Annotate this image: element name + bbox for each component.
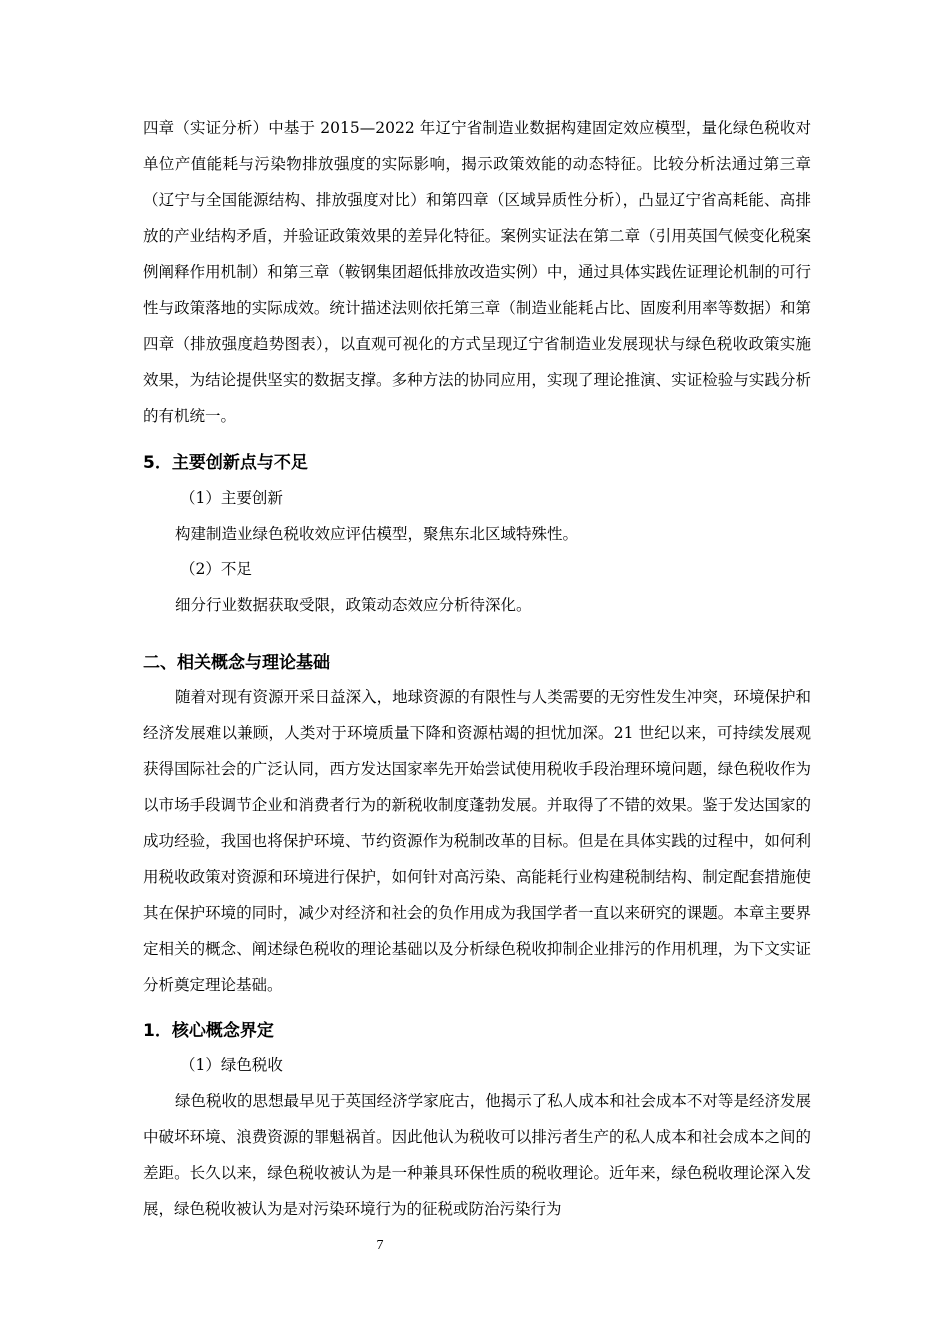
page-number: 7 bbox=[376, 1238, 384, 1253]
section-heading-core-concepts: 1．核心概念界定 bbox=[143, 1021, 274, 1041]
subheading-green-tax: （1）绿色税收 bbox=[180, 1056, 283, 1074]
paragraph-research-methods: 四章（实证分析）中基于 2015—2022 年辽宁省制造业数据构建固定效应模型，量化绿色税收对单位产值能耗与污染物排放强度的实际影响，揭示政策效能的动态特征。比较分析法通过第三章（辽宁与全国能源结构、排放强度对比）和第四章（区域异质性分析），凸显辽宁省高耗能、高排放的产业结构矛盾，并验证政策效果的差异化特征。案例实证法在第二章（引用英国气候变化税案例阐释作用机制）和第三章（鞍钢集团超低排放改造实例）中，通过具体实践佐证理论机制的可行性与政策落地的实际成效。统计描述法则依托第三章（制造业能耗占比、固废利用率等数据）和第四章（排放强度趋势图表），以直观可视化的方式呈现辽宁省制造业发展现状与绿色税收政策实施效果，为结论提供坚实的数据支撑。多种方法的协同应用，实现了理论推演、实证检验与实践分析的有机统一。 bbox=[143, 119, 811, 425]
subheading-shortcomings: （2）不足 bbox=[180, 560, 252, 578]
paragraph-innovation: 构建制造业绿色税收效应评估模型，聚焦东北区域特殊性。 bbox=[175, 525, 579, 543]
section-heading-innovation: 5．主要创新点与不足 bbox=[143, 453, 308, 473]
paragraph-green-tax: 绿色税收的思想最早见于英国经济学家庇古，他揭示了私人成本和社会成本不对等是经济发展中破坏环境、浪费资源的罪魁祸首。因此他认为税收可以排污者生产的私人成本和社会成本之间的差距。长久以来，绿色税收被认为是一种兼具环保性质的税收理论。近年来，绿色税收理论深入发展，绿色税收被认为是对污染环境行为的征税或防治污染行为 bbox=[143, 1092, 811, 1218]
subheading-main-innovation: （1）主要创新 bbox=[180, 489, 283, 507]
paragraph-chapter-intro: 随着对现有资源开采日益深入，地球资源的有限性与人类需要的无穷性发生冲突，环境保护和经济发展难以兼顾，人类对于环境质量下降和资源枯竭的担忧加深。21 世纪以来，可持续发展观获得国际社会的广泛认同，西方发达国家率先开始尝试使用税收手段治理环境问题，绿色税收作为以市场手段调节企业和消费者行为的新税收制度蓬勃发展。并取得了不错的效果。鉴于发达国家的成功经验，我国也将保护环境、节约资源作为税制改革的目标。但是在具体实践的过程中，如何利用税收政策对资源和环境进行保护，如何针对高污染、高能耗行业构建税制结构、制定配套措施使其在保护环境的同时，减少对经济和社会的负作用成为我国学者一直以来研究的课题。本章主要界定相关的概念、阐述绿色税收的理论基础以及分析绿色税收抑制企业排污的作用机理，为下文实证分析奠定理论基础。 bbox=[143, 688, 811, 994]
chapter-heading-concepts-theory: 二、相关概念与理论基础 bbox=[143, 653, 330, 673]
paragraph-shortcomings: 细分行业数据获取受限，政策动态效应分析待深化。 bbox=[175, 596, 532, 614]
